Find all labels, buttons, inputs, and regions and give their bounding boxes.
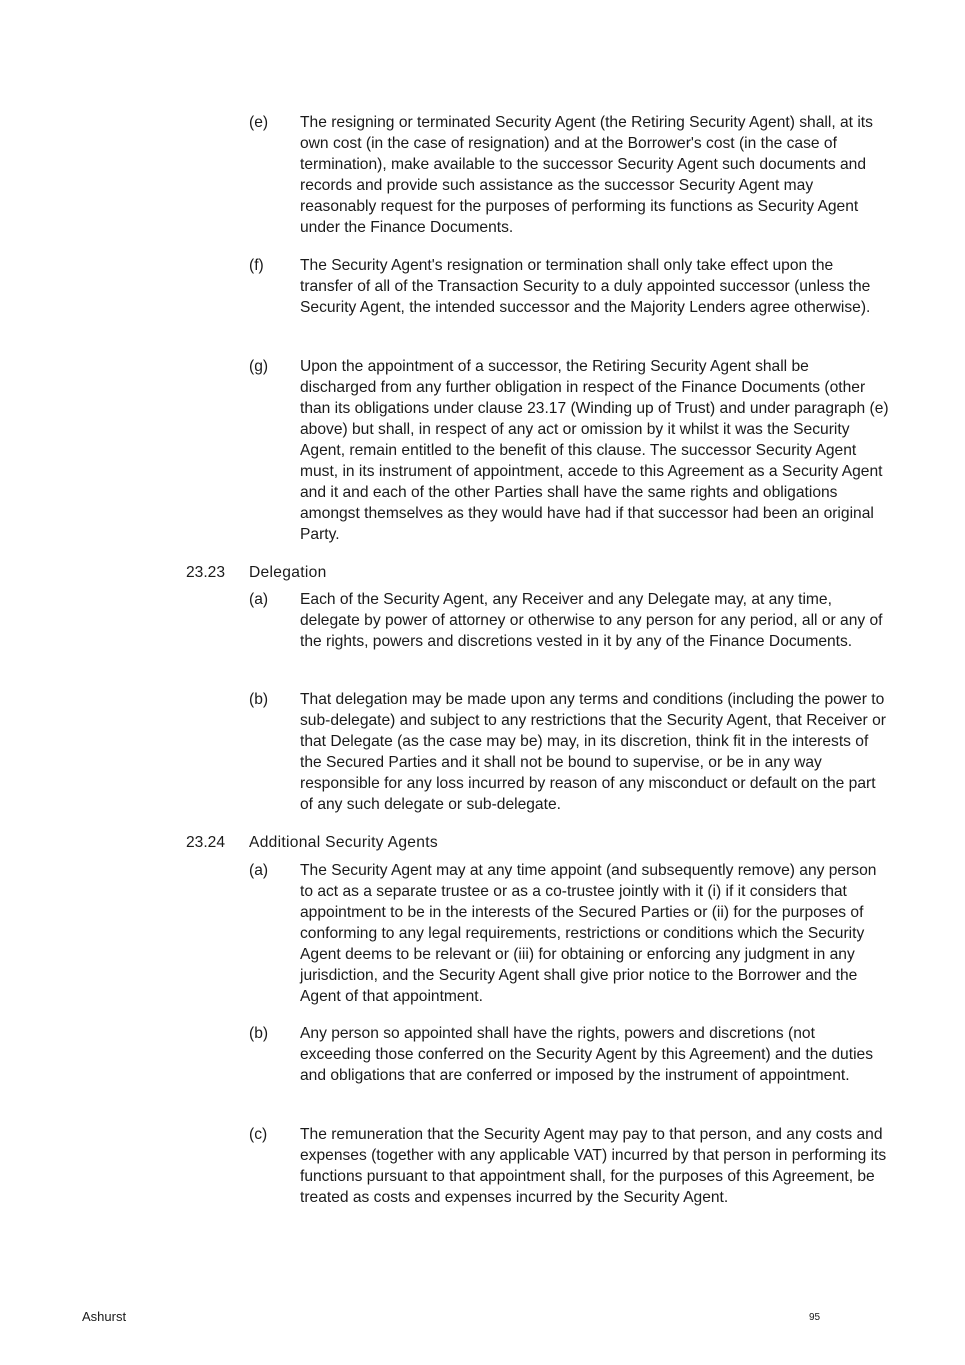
paragraph-text: Upon the appointment of a successor, the Retiring Security Agent shall be discharged from any further obligation in respect of the Finance Documents (other than its obligations under clause 23.17 (Winding up of Trust) and under paragraph (e) above) but shall, in respect of any act or omission by it whilst it was the Security Agent, remain entitled to the benefit of this clause. The successor Security Agent must, in its instrument of appointment, accede to this Agreement as a Security Agent and it and each of the other Parties shall have the same rights and obligations amongst themselves as they would have had if that successor had been an original Party. <box>300 358 889 543</box>
paragraph-a <box>249 589 889 673</box>
paragraph-c <box>249 1124 889 1229</box>
paragraph-label: (e) <box>249 114 269 131</box>
paragraph-b <box>249 1023 889 1107</box>
paragraph-f <box>249 255 889 339</box>
paragraph-text: The Security Agent's resignation or termination shall only take effect upon the transfer of all of the Transaction Security to a duly appointed successor (unless the Security Agent, the intended successor and the Majority Lenders agree otherwise). <box>300 257 871 316</box>
clause-title: Delegation <box>249 564 327 581</box>
paragraph-label: (a) <box>249 862 269 879</box>
footer-firm-name: Ashurst <box>82 1309 127 1324</box>
paragraph-label: (g) <box>249 358 269 375</box>
paragraph-a <box>249 860 889 1007</box>
clause-number: 23.23 <box>186 564 226 581</box>
paragraph-text: The Security Agent may at any time appoint (and subsequently remove) any person to act as a separate trustee or as a co-trustee jointly with it (i) if it considers that appointment to be in the interests of the Secured Parties or (ii) for the purposes of conforming to any legal requirements, restrictions or conditions which the Security Agent deems to be relevant or (iii) for obtaining or enforcing any judgment in any jurisdiction, and the Security Agent shall give prior notice to the Borrower and the Agent of that appointment. <box>300 862 877 1005</box>
clause-heading-delegation <box>186 562 586 583</box>
paragraph-b <box>249 689 889 815</box>
clause-heading-additional-security-agents <box>186 832 586 853</box>
paragraph-text: The remuneration that the Security Agent may pay to that person, and any costs and expenses (together with any applicable VAT) incurred by that person in performing its functions pursuant to that appointment shall, for the purposes of this Agreement, be treated as costs and expenses incurred by the Security Agent. <box>300 1126 887 1206</box>
paragraph-text: The resigning or terminated Security Agent (the Retiring Security Agent) shall, at its own cost (in the case of resignation) and at the Borrower's cost (in the case of termination), make available to the successor Security Agent such documents and records and provide such assistance as the successor Security Agent may reasonably request for the purposes of performing its functions as Security Agent under the Finance Documents. <box>300 114 873 236</box>
paragraph-text: Any person so appointed shall have the rights, powers and discretions (not exceeding those conferred on the Security Agent by this Agreement) and the duties and obligations that are conferred or imposed by the instrument of appointment. <box>300 1025 874 1084</box>
clause-title: Additional Security Agents <box>249 834 438 851</box>
paragraph-label: (a) <box>249 591 269 608</box>
clause-number: 23.24 <box>186 834 226 851</box>
paragraph-text: That delegation may be made upon any terms and conditions (including the power to sub-delegate) and subject to any restrictions that the Security Agent, that Receiver or that Delegate (as the case may be) may, in its discretion, think fit in the interests of the Secured Parties and it shall not be bound to supervise, or be in any way responsible for any loss incurred by reason of any misconduct or default on the part of any such delegate or sub-delegate. <box>300 691 886 813</box>
paragraph-label: (c) <box>249 1126 268 1143</box>
paragraph-label: (f) <box>249 257 264 274</box>
paragraph-label: (b) <box>249 691 269 708</box>
page-number: 95 <box>809 1312 821 1323</box>
paragraph-text: Each of the Security Agent, any Receiver and any Delegate may, at any time, delegate by power of attorney or otherwise to any person for any period, all or any of the rights, powers and discretions vested in it by any of the Finance Documents. <box>300 591 883 650</box>
paragraph-e <box>249 112 889 238</box>
paragraph-g <box>249 356 889 545</box>
paragraph-label: (b) <box>249 1025 269 1042</box>
